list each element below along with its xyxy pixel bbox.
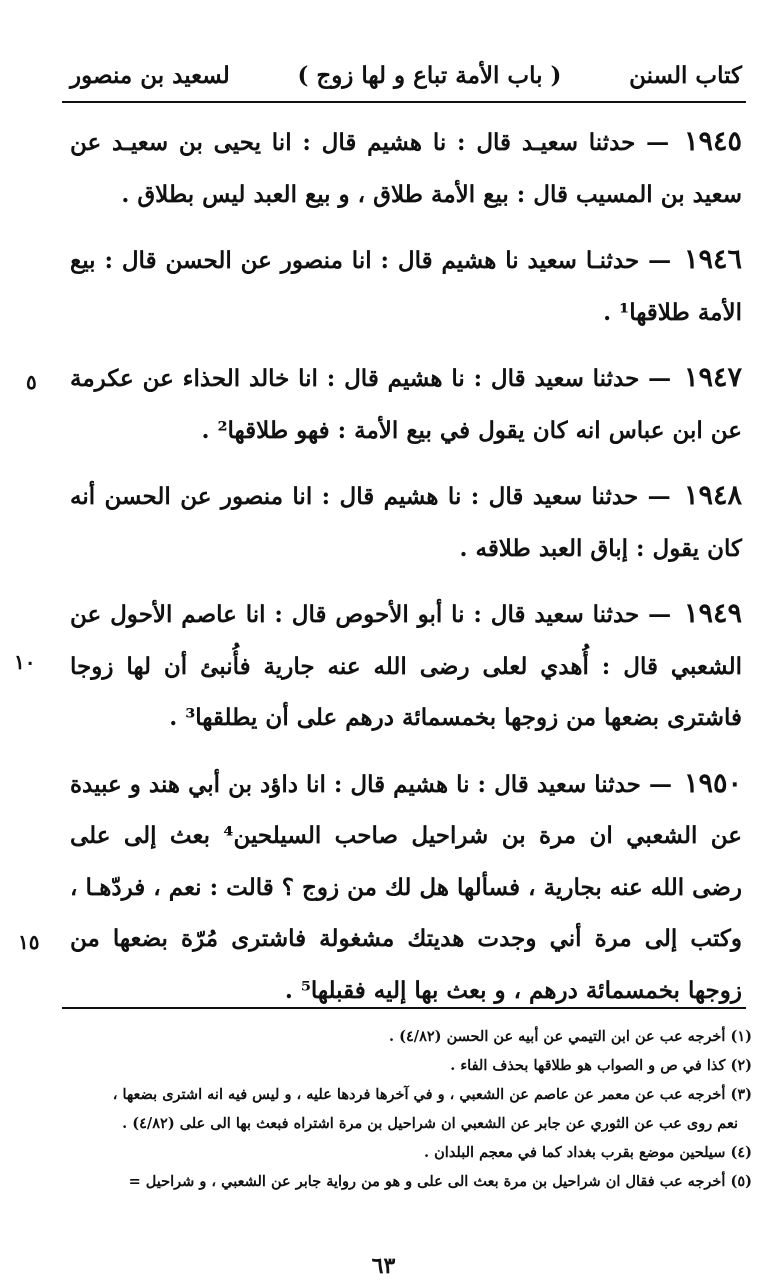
book-title: كتاب السنن <box>629 61 742 89</box>
hadith-text: — حدثنا سعيد قال : نا هشيم قال : انا داؤد بن أبي هند و عبيدة عن الشعبي ان مرة بن شراحيل صاحب السيلحين⁴ بعث إلى على رضى الله عنه بجارية ، فسألها هل لك من زوج ؟ قالت : نعم ، فردّهـا ، وكتب إلى مرة أني وجدت هديتك مشغولة فاشترى مُرّة بضعها من زوجها بخمسمائة درهم ، و بعث بها إليه فقبلها⁵ . <box>70 770 742 1004</box>
hadith-text: — حدثنا سعيـد قال : نا هشيم قال : انا يحيى بن سعيـد عن سعيد بن المسيب قال : بيع الأمة طلاق ، و بيع العبد ليس بطلاق . <box>70 129 742 208</box>
hadith-number: ١٩٤٨ <box>683 480 742 511</box>
hadith-paragraph <box>70 352 742 456</box>
margin-line-number: ١٥ <box>18 930 40 954</box>
hadith-paragraph <box>70 758 742 1017</box>
margin-line-number: ١٠ <box>14 650 36 674</box>
hadith-number: ١٩٤٦ <box>683 244 742 275</box>
hadith-text: — حدثنـا سعيد نا هشيم قال : انا منصور عن الحسن قال : بيع الأمة طلاقها¹ . <box>70 247 742 326</box>
hadith-paragraph <box>70 116 742 220</box>
footnotes <box>62 1022 752 1196</box>
hadith-number: ١٩٤٧ <box>683 362 742 393</box>
page-header <box>70 55 742 95</box>
footnote: (٣) أخرجه عب عن معمر عن عاصم عن الشعبي ، و في آخرها فردها عليه ، و ليس فيه انه اشترى بضعها ، <box>112 1086 752 1103</box>
header-rule <box>62 101 746 103</box>
hadith-text: — حدثنا سعيد قال : نا هشيم قال : انا منصور عن الحسن أنه كان يقول : إباق العبد طلاقه . <box>70 483 742 562</box>
author-name: لسعيد بن منصور <box>70 61 230 89</box>
footnote: (٢) كذا في ص و الصواب هو طلاقها بحذف الفاء . <box>450 1057 752 1074</box>
hadith-number: ١٩٤٩ <box>683 598 742 629</box>
page-number: ٦٣ <box>371 1253 396 1279</box>
hadith-number: ١٩٤٥ <box>683 126 742 157</box>
hadith-text: — حدثنا سعيد قال : نا هشيم قال : انا خالد الحذاء عن عكرمة عن ابن عباس انه كان يقول في بيع الأمة : فهو طلاقها² . <box>70 365 742 444</box>
hadith-text: — حدثنا سعيد قال : نا أبو الأحوص قال : انا عاصم الأحول عن الشعبي قال : أُهدي لعلى رضى الله عنه جارية فأُنبئ أن لها زوجا فاشترى بضعها من زوجها بخمسمائة درهم على أن يطلقها³ . <box>70 601 742 731</box>
chapter-title: ( باب الأمة تباع و لها زوج ) <box>297 61 562 89</box>
hadith-paragraph <box>70 588 742 744</box>
main-text <box>70 116 742 1030</box>
footnote-rule <box>62 1007 746 1009</box>
footnote: (١) أخرجه عب عن ابن التيمي عن أبيه عن الحسن (٤/٨٢) . <box>389 1028 752 1045</box>
hadith-number: ١٩٥٠ <box>683 767 742 799</box>
footnote: (٤) سيلحين موضع بقرب بغداد كما في معجم البلدان . <box>424 1144 752 1161</box>
hadith-paragraph <box>70 470 742 574</box>
hadith-paragraph <box>70 234 742 338</box>
margin-line-number: ٥ <box>26 370 37 394</box>
footnote: (٥) أخرجه عب فقال ان شراحيل بن مرة بعث الى على و هو من رواية جابر عن الشعبي ، و شراحيل = <box>128 1173 752 1190</box>
footnote-continuation: نعم روى عب عن الثوري عن جابر عن الشعبي ان شراحيل بن مرة اشتراه فبعث بها الى على (٤/٨٢) . <box>122 1115 738 1132</box>
